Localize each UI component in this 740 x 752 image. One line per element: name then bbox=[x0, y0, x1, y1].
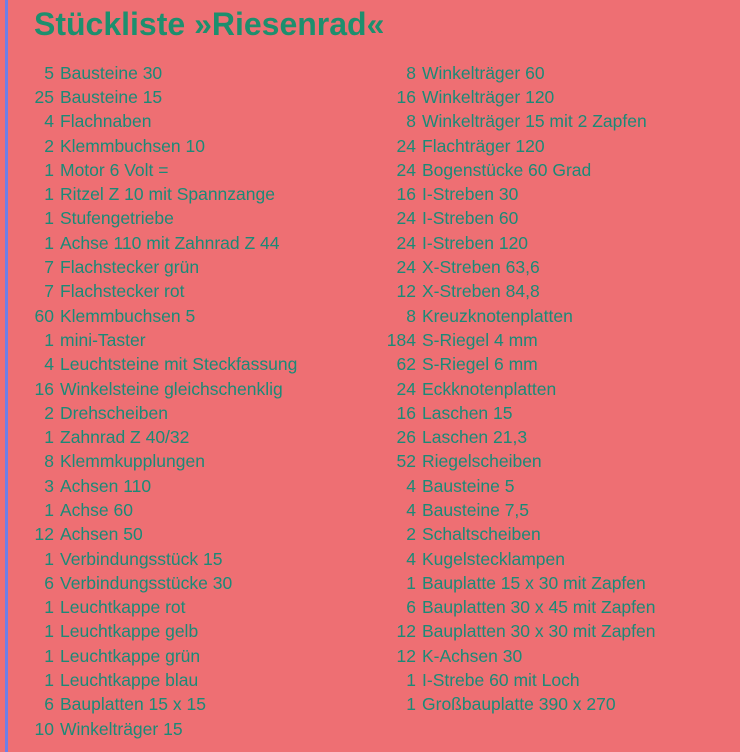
part-quantity: 5 bbox=[44, 62, 54, 83]
part-name: Ritzel Z 10 mit Spannzange bbox=[60, 184, 275, 205]
part-quantity: 8 bbox=[406, 305, 416, 326]
part-quantity: 16 bbox=[396, 86, 416, 107]
part-quantity: 16 bbox=[34, 378, 54, 399]
part-row bbox=[360, 644, 655, 668]
part-name: Winkelträger 60 bbox=[422, 62, 545, 83]
part-quantity: 62 bbox=[396, 354, 416, 375]
part-quantity: 16 bbox=[396, 184, 416, 205]
part-quantity: 3 bbox=[44, 475, 54, 496]
part-quantity: 1 bbox=[44, 548, 54, 569]
part-row bbox=[0, 693, 297, 717]
part-quantity: 4 bbox=[406, 499, 416, 520]
part-quantity: 184 bbox=[386, 329, 416, 350]
part-name: I-Streben 60 bbox=[422, 208, 519, 229]
part-quantity: 8 bbox=[406, 111, 416, 132]
part-row bbox=[360, 401, 655, 425]
part-row bbox=[0, 450, 297, 474]
part-name: Verbindungsstück 15 bbox=[60, 548, 223, 569]
part-name: Winkelträger 15 bbox=[60, 718, 183, 739]
part-quantity: 12 bbox=[396, 621, 416, 642]
parts-list-right bbox=[360, 61, 655, 717]
part-row bbox=[360, 328, 655, 352]
part-quantity: 2 bbox=[44, 135, 54, 156]
part-name: Drehscheiben bbox=[60, 402, 168, 423]
part-quantity: 6 bbox=[406, 597, 416, 618]
part-name: X-Streben 84,8 bbox=[422, 281, 540, 302]
part-row bbox=[0, 207, 297, 231]
part-quantity: 1 bbox=[44, 427, 54, 448]
part-row bbox=[360, 547, 655, 571]
part-row bbox=[360, 474, 655, 498]
part-name: Bauplatten 15 x 15 bbox=[60, 694, 206, 715]
part-name: Achse 110 mit Zahnrad Z 44 bbox=[60, 232, 280, 253]
part-quantity: 1 bbox=[44, 597, 54, 618]
part-quantity: 24 bbox=[396, 257, 416, 278]
part-quantity: 52 bbox=[396, 451, 416, 472]
part-name: Bauplatten 30 x 30 mit Zapfen bbox=[422, 621, 656, 642]
part-quantity: 10 bbox=[34, 718, 54, 739]
part-quantity: 24 bbox=[396, 232, 416, 253]
part-name: Laschen 21,3 bbox=[422, 427, 528, 448]
part-row bbox=[0, 304, 297, 328]
part-quantity: 4 bbox=[406, 548, 416, 569]
part-name: Großbauplatte 390 x 270 bbox=[422, 694, 616, 715]
part-quantity: 4 bbox=[44, 354, 54, 375]
part-quantity: 12 bbox=[396, 645, 416, 666]
part-name: Riegelscheiben bbox=[422, 451, 542, 472]
part-quantity: 24 bbox=[396, 159, 416, 180]
part-quantity: 1 bbox=[406, 694, 416, 715]
part-name: Leuchtkappe rot bbox=[60, 597, 186, 618]
part-name: Schaltscheiben bbox=[422, 524, 541, 545]
part-row bbox=[0, 425, 297, 449]
part-row bbox=[360, 498, 655, 522]
part-name: Achse 60 bbox=[60, 499, 133, 520]
part-row bbox=[0, 85, 297, 109]
part-row bbox=[0, 401, 297, 425]
part-name: mini-Taster bbox=[60, 329, 146, 350]
part-row bbox=[0, 668, 297, 692]
part-row bbox=[360, 353, 655, 377]
page-title: Stückliste »Riesenrad« bbox=[34, 6, 385, 42]
part-row bbox=[0, 110, 297, 134]
part-name: X-Streben 63,6 bbox=[422, 257, 540, 278]
part-quantity: 1 bbox=[406, 670, 416, 691]
part-quantity: 6 bbox=[44, 572, 54, 593]
part-name: Zahnrad Z 40/32 bbox=[60, 427, 190, 448]
part-quantity: 26 bbox=[396, 427, 416, 448]
part-name: Flachträger 120 bbox=[422, 135, 545, 156]
part-row bbox=[0, 231, 297, 255]
part-name: Bauplatten 30 x 45 mit Zapfen bbox=[422, 597, 656, 618]
part-quantity: 7 bbox=[44, 281, 54, 302]
part-name: Leuchtkappe grün bbox=[60, 645, 201, 666]
part-row bbox=[0, 717, 297, 741]
part-row bbox=[0, 158, 297, 182]
part-row bbox=[0, 644, 297, 668]
part-name: Kugelstecklampen bbox=[422, 548, 565, 569]
part-quantity: 24 bbox=[396, 208, 416, 229]
part-quantity: 4 bbox=[406, 475, 416, 496]
part-row bbox=[0, 523, 297, 547]
part-name: Bauplatte 15 x 30 mit Zapfen bbox=[422, 572, 646, 593]
part-row bbox=[0, 596, 297, 620]
part-name: Flachstecker rot bbox=[60, 281, 185, 302]
part-quantity: 1 bbox=[44, 621, 54, 642]
part-quantity: 24 bbox=[396, 378, 416, 399]
part-name: Klemmbuchsen 5 bbox=[60, 305, 196, 326]
part-row bbox=[0, 328, 297, 352]
part-quantity: 1 bbox=[44, 670, 54, 691]
part-row bbox=[0, 377, 297, 401]
part-row bbox=[360, 61, 655, 85]
part-row bbox=[0, 255, 297, 279]
part-row bbox=[0, 474, 297, 498]
part-row bbox=[360, 450, 655, 474]
part-quantity: 2 bbox=[44, 402, 54, 423]
part-quantity: 8 bbox=[406, 62, 416, 83]
part-quantity: 1 bbox=[406, 572, 416, 593]
part-quantity: 1 bbox=[44, 232, 54, 253]
part-row bbox=[0, 280, 297, 304]
part-quantity: 24 bbox=[396, 135, 416, 156]
part-row bbox=[0, 353, 297, 377]
part-row bbox=[360, 280, 655, 304]
part-name: K-Achsen 30 bbox=[422, 645, 523, 666]
part-name: Winkelsteine gleichschenklig bbox=[60, 378, 283, 399]
part-name: Leuchtsteine mit Steckfassung bbox=[60, 354, 298, 375]
part-quantity: 1 bbox=[44, 645, 54, 666]
part-name: Laschen 15 bbox=[422, 402, 513, 423]
part-quantity: 1 bbox=[44, 329, 54, 350]
part-name: Stufengetriebe bbox=[60, 208, 174, 229]
part-row bbox=[360, 207, 655, 231]
part-row bbox=[360, 620, 655, 644]
part-quantity: 12 bbox=[396, 281, 416, 302]
part-quantity: 6 bbox=[44, 694, 54, 715]
part-quantity: 60 bbox=[34, 305, 54, 326]
part-row bbox=[360, 158, 655, 182]
part-row bbox=[360, 304, 655, 328]
part-row bbox=[360, 668, 655, 692]
part-quantity: 25 bbox=[34, 86, 54, 107]
part-name: Klemmkupplungen bbox=[60, 451, 205, 472]
part-row bbox=[0, 61, 297, 85]
part-name: Verbindungsstücke 30 bbox=[60, 572, 233, 593]
part-row bbox=[0, 547, 297, 571]
part-name: S-Riegel 6 mm bbox=[422, 354, 538, 375]
part-name: Bausteine 15 bbox=[60, 86, 163, 107]
part-name: Bogenstücke 60 Grad bbox=[422, 159, 592, 180]
part-row bbox=[360, 110, 655, 134]
part-name: Achsen 110 bbox=[60, 475, 152, 496]
part-row bbox=[360, 571, 655, 595]
part-quantity: 1 bbox=[44, 208, 54, 229]
part-row bbox=[0, 498, 297, 522]
part-row bbox=[360, 596, 655, 620]
part-name: Motor 6 Volt = bbox=[60, 159, 169, 180]
part-name: S-Riegel 4 mm bbox=[422, 329, 538, 350]
part-name: Klemmbuchsen 10 bbox=[60, 135, 205, 156]
part-name: I-Streben 120 bbox=[422, 232, 529, 253]
part-name: I-Streben 30 bbox=[422, 184, 519, 205]
part-row bbox=[360, 255, 655, 279]
part-row bbox=[0, 620, 297, 644]
part-row bbox=[360, 134, 655, 158]
part-name: Kreuzknotenplatten bbox=[422, 305, 573, 326]
part-row bbox=[360, 85, 655, 109]
part-name: Flachnaben bbox=[60, 111, 152, 132]
part-name: Winkelträger 120 bbox=[422, 86, 555, 107]
part-row bbox=[360, 377, 655, 401]
part-row bbox=[0, 571, 297, 595]
part-row bbox=[0, 182, 297, 206]
part-row bbox=[0, 134, 297, 158]
part-row bbox=[360, 425, 655, 449]
part-row bbox=[360, 523, 655, 547]
part-name: Flachstecker grün bbox=[60, 257, 200, 278]
part-row bbox=[360, 182, 655, 206]
part-name: Bausteine 7,5 bbox=[422, 499, 530, 520]
part-quantity: 1 bbox=[44, 184, 54, 205]
part-name: Eckknotenplatten bbox=[422, 378, 557, 399]
part-quantity: 16 bbox=[396, 402, 416, 423]
part-name: Winkelträger 15 mit 2 Zapfen bbox=[422, 111, 647, 132]
part-name: Achsen 50 bbox=[60, 524, 143, 545]
part-quantity: 4 bbox=[44, 111, 54, 132]
part-row bbox=[360, 693, 655, 717]
part-name: I-Strebe 60 mit Loch bbox=[422, 670, 580, 691]
part-quantity: 8 bbox=[44, 451, 54, 472]
part-row bbox=[360, 231, 655, 255]
part-quantity: 2 bbox=[406, 524, 416, 545]
part-name: Bausteine 30 bbox=[60, 62, 163, 83]
part-name: Leuchtkappe gelb bbox=[60, 621, 199, 642]
part-quantity: 1 bbox=[44, 499, 54, 520]
part-name: Leuchtkappe blau bbox=[60, 670, 199, 691]
part-quantity: 7 bbox=[44, 257, 54, 278]
parts-list-left bbox=[0, 61, 297, 741]
part-name: Bausteine 5 bbox=[422, 475, 515, 496]
part-quantity: 1 bbox=[44, 159, 54, 180]
part-quantity: 12 bbox=[34, 524, 54, 545]
